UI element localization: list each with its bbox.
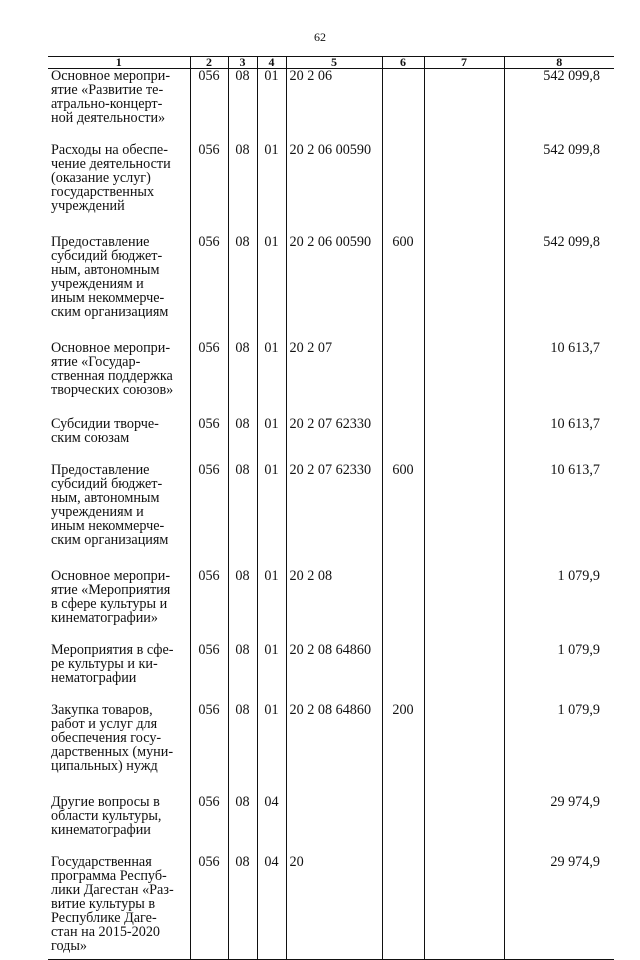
cell-subsection: [257, 417, 286, 463]
cell-expense-type: [382, 69, 424, 144]
cell-admin-code-text: 056: [198, 416, 220, 432]
cell-expense-type-text: 600: [392, 234, 414, 250]
budget-table: [48, 56, 614, 960]
cell-section-text: 08: [235, 462, 250, 478]
cell-target-article: [286, 855, 382, 960]
cell-col7: [424, 463, 504, 569]
row-name-text: Государственная программа Респуб- лики Дагестан «Раз- витие культуры в Республике Даге- стан на 2015-2020 годы»: [51, 854, 174, 954]
cell-target-article-text: 20 2 08 64860: [289, 702, 372, 718]
cell-amount: [504, 463, 614, 569]
cell-target-article: [286, 703, 382, 795]
cell-target-article: [286, 643, 382, 703]
row-name-text: Основное меропри- ятие «Государ- ственная поддержка творческих союзов»: [51, 340, 174, 398]
row-name-text: Предоставление субсидий бюджет- ным, автономным учреждениям и иным некоммерче- ским организациям: [51, 234, 169, 320]
page-number: 62: [314, 30, 326, 44]
cell-section-text: 08: [235, 854, 250, 870]
cell-admin-code-text: 056: [198, 854, 220, 870]
cell-amount-text: 1 079,9: [557, 702, 600, 718]
cell-subsection-text: 01: [264, 568, 279, 584]
cell-admin-code: [190, 643, 228, 703]
cell-section-text: 08: [235, 702, 250, 718]
cell-admin-code: [190, 463, 228, 569]
column-header: 2: [190, 57, 228, 69]
cell-admin-code-text: 056: [198, 794, 220, 810]
cell-subsection: [257, 69, 286, 144]
cell-amount: [504, 855, 614, 960]
row-name: [48, 795, 190, 855]
cell-target-article: [286, 795, 382, 855]
cell-admin-code-text: 056: [198, 234, 220, 250]
cell-target-article: [286, 69, 382, 144]
row-name-text: Основное меропри- ятие «Развитие те- атрально-концерт- ной деятельности»: [51, 68, 171, 126]
cell-target-article-text: 20 2 06 00590: [289, 142, 372, 158]
cell-amount: [504, 417, 614, 463]
cell-expense-type: [382, 703, 424, 795]
cell-section: [228, 341, 257, 417]
column-header: 4: [257, 57, 286, 69]
cell-subsection-text: 04: [264, 794, 279, 810]
cell-admin-code: [190, 569, 228, 643]
row-name-text: Мероприятия в сфе- ре культуры и ки- нематографии: [51, 642, 174, 686]
cell-target-article-text: 20 2 06: [289, 68, 333, 84]
cell-subsection-text: 01: [264, 462, 279, 478]
cell-target-article: [286, 341, 382, 417]
cell-expense-type: [382, 855, 424, 960]
cell-target-article-text: 20 2 07 62330: [289, 416, 372, 432]
cell-section: [228, 643, 257, 703]
cell-expense-type: [382, 463, 424, 569]
table-row: [48, 643, 614, 703]
cell-col7: [424, 643, 504, 703]
cell-target-article: [286, 143, 382, 235]
cell-section-text: 08: [235, 568, 250, 584]
cell-amount-text: 542 099,8: [543, 234, 600, 250]
row-name-text: Расходы на обеспе- чение деятельности (оказание услуг) государственных учреждений: [51, 142, 171, 214]
cell-subsection-text: 01: [264, 416, 279, 432]
cell-expense-type-text: 200: [392, 702, 414, 718]
cell-expense-type: [382, 795, 424, 855]
cell-subsection-text: 04: [264, 854, 279, 870]
cell-col7: [424, 69, 504, 144]
cell-amount: [504, 703, 614, 795]
cell-amount: [504, 795, 614, 855]
cell-amount: [504, 643, 614, 703]
cell-admin-code-text: 056: [198, 462, 220, 478]
cell-amount: [504, 69, 614, 144]
row-name-text: Закупка товаров, работ и услуг для обеспечения госу- дарственных (муни- ципальных) нужд: [51, 702, 174, 774]
column-header: 6: [382, 57, 424, 69]
cell-amount-text: 1 079,9: [557, 568, 600, 584]
cell-subsection-text: 01: [264, 68, 279, 84]
row-name: [48, 235, 190, 341]
cell-section-text: 08: [235, 142, 250, 158]
table-row: [48, 235, 614, 341]
cell-col7: [424, 341, 504, 417]
cell-section-text: 08: [235, 68, 250, 84]
row-name: [48, 463, 190, 569]
cell-section-text: 08: [235, 642, 250, 658]
cell-target-article: [286, 235, 382, 341]
cell-amount-text: 10 613,7: [550, 416, 600, 432]
cell-col7: [424, 703, 504, 795]
cell-subsection-text: 01: [264, 142, 279, 158]
cell-amount-text: 1 079,9: [557, 642, 600, 658]
column-header: 3: [228, 57, 257, 69]
cell-amount-text: 29 974,9: [550, 794, 600, 810]
cell-amount: [504, 235, 614, 341]
cell-section-text: 08: [235, 794, 250, 810]
cell-subsection-text: 01: [264, 340, 279, 356]
column-header: 1: [48, 57, 190, 69]
cell-section-text: 08: [235, 234, 250, 250]
table-row: [48, 463, 614, 569]
cell-expense-type-text: 600: [392, 462, 414, 478]
cell-subsection: [257, 235, 286, 341]
table-row: [48, 69, 614, 144]
cell-col7: [424, 417, 504, 463]
cell-expense-type: [382, 235, 424, 341]
row-name: [48, 143, 190, 235]
cell-subsection: [257, 795, 286, 855]
table-row: [48, 569, 614, 643]
cell-amount-text: 29 974,9: [550, 854, 600, 870]
row-name: [48, 703, 190, 795]
cell-expense-type: [382, 341, 424, 417]
cell-section: [228, 463, 257, 569]
row-name: [48, 417, 190, 463]
cell-col7: [424, 569, 504, 643]
column-header: 7: [424, 57, 504, 69]
cell-target-article-text: 20 2 06 00590: [289, 234, 372, 250]
cell-section: [228, 795, 257, 855]
cell-subsection: [257, 463, 286, 569]
cell-admin-code: [190, 795, 228, 855]
cell-section: [228, 235, 257, 341]
table-row: [48, 417, 614, 463]
table-row: [48, 703, 614, 795]
cell-expense-type: [382, 643, 424, 703]
cell-admin-code-text: 056: [198, 68, 220, 84]
cell-target-article: [286, 417, 382, 463]
table-row: [48, 855, 614, 960]
cell-section-text: 08: [235, 416, 250, 432]
cell-admin-code: [190, 235, 228, 341]
cell-target-article: [286, 463, 382, 569]
row-name-text: Другие вопросы в области культуры, кинематографии: [51, 794, 162, 838]
cell-admin-code-text: 056: [198, 142, 220, 158]
cell-amount-text: 542 099,8: [543, 68, 600, 84]
cell-admin-code: [190, 69, 228, 144]
row-name-text: Основное меропри- ятие «Мероприятия в сфере культуры и кинематографии»: [51, 568, 171, 626]
column-header: 8: [504, 57, 614, 69]
cell-amount: [504, 341, 614, 417]
cell-admin-code: [190, 855, 228, 960]
cell-admin-code: [190, 703, 228, 795]
row-name: [48, 855, 190, 960]
cell-expense-type: [382, 143, 424, 235]
cell-admin-code-text: 056: [198, 568, 220, 584]
cell-col7: [424, 143, 504, 235]
cell-section: [228, 703, 257, 795]
cell-section: [228, 417, 257, 463]
cell-subsection: [257, 341, 286, 417]
cell-amount: [504, 569, 614, 643]
cell-expense-type: [382, 417, 424, 463]
row-name-text: Субсидии творче- ским союзам: [51, 416, 159, 446]
column-header: 5: [286, 57, 382, 69]
cell-subsection: [257, 855, 286, 960]
cell-target-article-text: 20 2 07: [289, 340, 333, 356]
table-row: [48, 341, 614, 417]
cell-amount-text: 10 613,7: [550, 340, 600, 356]
cell-section: [228, 143, 257, 235]
cell-section: [228, 569, 257, 643]
table-row: [48, 143, 614, 235]
cell-col7: [424, 235, 504, 341]
row-name: [48, 69, 190, 144]
row-name: [48, 643, 190, 703]
row-name: [48, 341, 190, 417]
cell-subsection-text: 01: [264, 702, 279, 718]
row-name: [48, 569, 190, 643]
cell-admin-code: [190, 341, 228, 417]
cell-subsection-text: 01: [264, 642, 279, 658]
cell-admin-code-text: 056: [198, 702, 220, 718]
cell-subsection: [257, 703, 286, 795]
cell-subsection: [257, 643, 286, 703]
cell-admin-code: [190, 417, 228, 463]
table-row: [48, 795, 614, 855]
cell-section: [228, 855, 257, 960]
cell-target-article: [286, 569, 382, 643]
cell-target-article-text: 20 2 08: [289, 568, 333, 584]
cell-subsection: [257, 569, 286, 643]
cell-admin-code: [190, 143, 228, 235]
cell-section: [228, 69, 257, 144]
cell-expense-type: [382, 569, 424, 643]
cell-target-article-text: 20: [289, 854, 304, 870]
cell-amount: [504, 143, 614, 235]
header-row: [48, 57, 614, 69]
cell-col7: [424, 855, 504, 960]
cell-amount-text: 542 099,8: [543, 142, 600, 158]
row-name-text: Предоставление субсидий бюджет- ным, автономным учреждениям и иным некоммерче- ским организациям: [51, 462, 169, 548]
cell-col7: [424, 795, 504, 855]
cell-admin-code-text: 056: [198, 642, 220, 658]
cell-amount-text: 10 613,7: [550, 462, 600, 478]
cell-admin-code-text: 056: [198, 340, 220, 356]
cell-target-article-text: 20 2 07 62330: [289, 462, 372, 478]
cell-section-text: 08: [235, 340, 250, 356]
cell-subsection: [257, 143, 286, 235]
cell-subsection-text: 01: [264, 234, 279, 250]
cell-target-article-text: 20 2 08 64860: [289, 642, 372, 658]
